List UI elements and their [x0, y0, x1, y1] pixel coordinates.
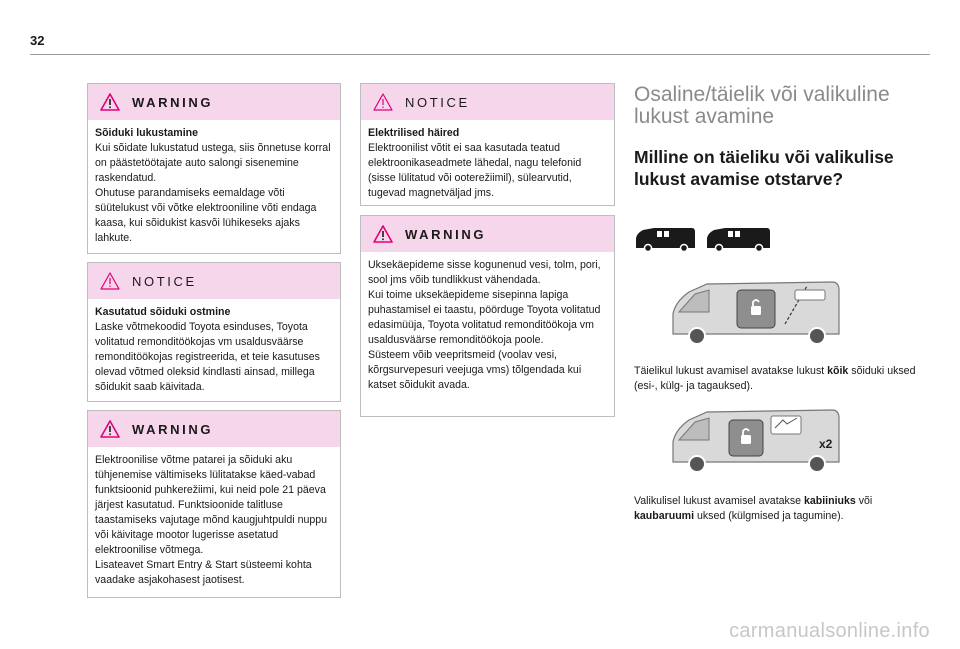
notice-text: Elektroonilist võtit ei saa kasutada teatud elektroonikaseadmete lähedal, nagu telefonid (sisse lülitatud või ooterežiimil), sülearvutid, tugevad magnetväljad jms.: [368, 142, 582, 199]
van-full-unlock-illustration: [667, 276, 847, 346]
notice-box-electrical-interference: [360, 83, 615, 206]
caption-full-unlock: Täielikul lukust avamisel avatakse lukust kõik sõiduki uksed (esi-, külg- ja tagauksed).: [634, 365, 916, 392]
warning-header: [88, 411, 340, 447]
van-selective-unlock-illustration: [667, 404, 847, 474]
notice-label: NOTICE: [405, 94, 470, 110]
warning-label: WARNING: [132, 94, 214, 110]
watermark-text: carmanualsonline.info: [729, 620, 930, 642]
top-rule: [30, 54, 930, 55]
warning-text: Kui sõidate lukustatud ustega, siis õnnetuse korral on päästetöötajate auto salongi sisenemine raskendatud. Ohutuse parandamiseks eemaldage võti süütelukust või võtke elektrooniline võti endaga kaasa, kui sõidukist kasvõi lühikeseks ajaks lahkute.: [95, 142, 331, 244]
warning-triangle-icon: [100, 93, 120, 111]
warning-label: WARNING: [405, 226, 487, 242]
van-silhouettes-icon: [634, 226, 774, 252]
notice-header: [88, 263, 340, 299]
times-two-badge: x2: [819, 437, 833, 451]
warning-header: [88, 84, 340, 120]
notice-box-used-vehicle: [87, 262, 341, 402]
warning-title: Sõiduki lukustamine: [95, 127, 199, 139]
warning-box-door-handle: [360, 215, 615, 417]
warning-text: Elektroonilise võtme patarei ja sõiduki aku tühjenemise vältimiseks lülitatakse käed-vabad funktsioonid puhkerežiimi, kui neid pole 21 päeva järjest kasutatud. Funktsioonide talitluse taastamiseks vajutage mõnd kaugjuhtpuldi nuppu või käivitage mootor lugerisse asetatud elektroonilise võtmega. Lisateavet Smart Entry & Start süsteemi kohta vaadake asjakohasest jaotisest.: [95, 454, 328, 586]
page-number: 32: [30, 33, 45, 48]
warning-box-battery: [87, 410, 341, 598]
notice-title: Elektrilised häired: [368, 127, 460, 139]
caption-selective-unlock: Valikulisel lukust avamisel avatakse kabiiniuks või kaubaruumi uksed (külgmised ja tagumine).: [634, 495, 873, 522]
section-heading: Osaline/täielik või valikuline lukust avamine: [634, 83, 890, 128]
notice-title: Kasutatud sõiduki ostmine: [95, 306, 231, 318]
warning-label: WARNING: [132, 421, 214, 437]
notice-triangle-icon: [373, 93, 393, 111]
notice-header: [361, 84, 614, 120]
notice-label: NOTICE: [132, 273, 197, 289]
warning-triangle-icon: [100, 420, 120, 438]
warning-triangle-icon: [373, 225, 393, 243]
warning-text: Uksekäepideme sisse kogunenud vesi, tolm, pori, sool jms võib tundlikkust vähendada. Kui toime uksekäepideme sisepinna lapiga puhastamisel ei taastu, pöörduge Toyota volitatud edasimüüja, Toyota volitatud remonditöökoja vm usaldusväärse remonditöökoja poole. Süsteem võib veepritsmeid (voolav vesi, kõrgsurvepesuri veejuga vms) tõlgendada kui katset sõidukit avada.: [368, 259, 601, 391]
notice-triangle-icon: [100, 272, 120, 290]
notice-text: Laske võtmekoodid Toyota esinduses, Toyota volitatud remonditöökojas vm usaldusväärse remonditöökojas registreerida, et teie kasutuses olevad võtmed oleksid kindlasti ainsad, millega sõidukit saab käivitada.: [95, 321, 320, 393]
section-subheading: Milline on täieliku või valikulise lukust avamise otstarve?: [634, 147, 894, 189]
warning-header: [361, 216, 614, 252]
warning-box-locking: [87, 83, 341, 254]
